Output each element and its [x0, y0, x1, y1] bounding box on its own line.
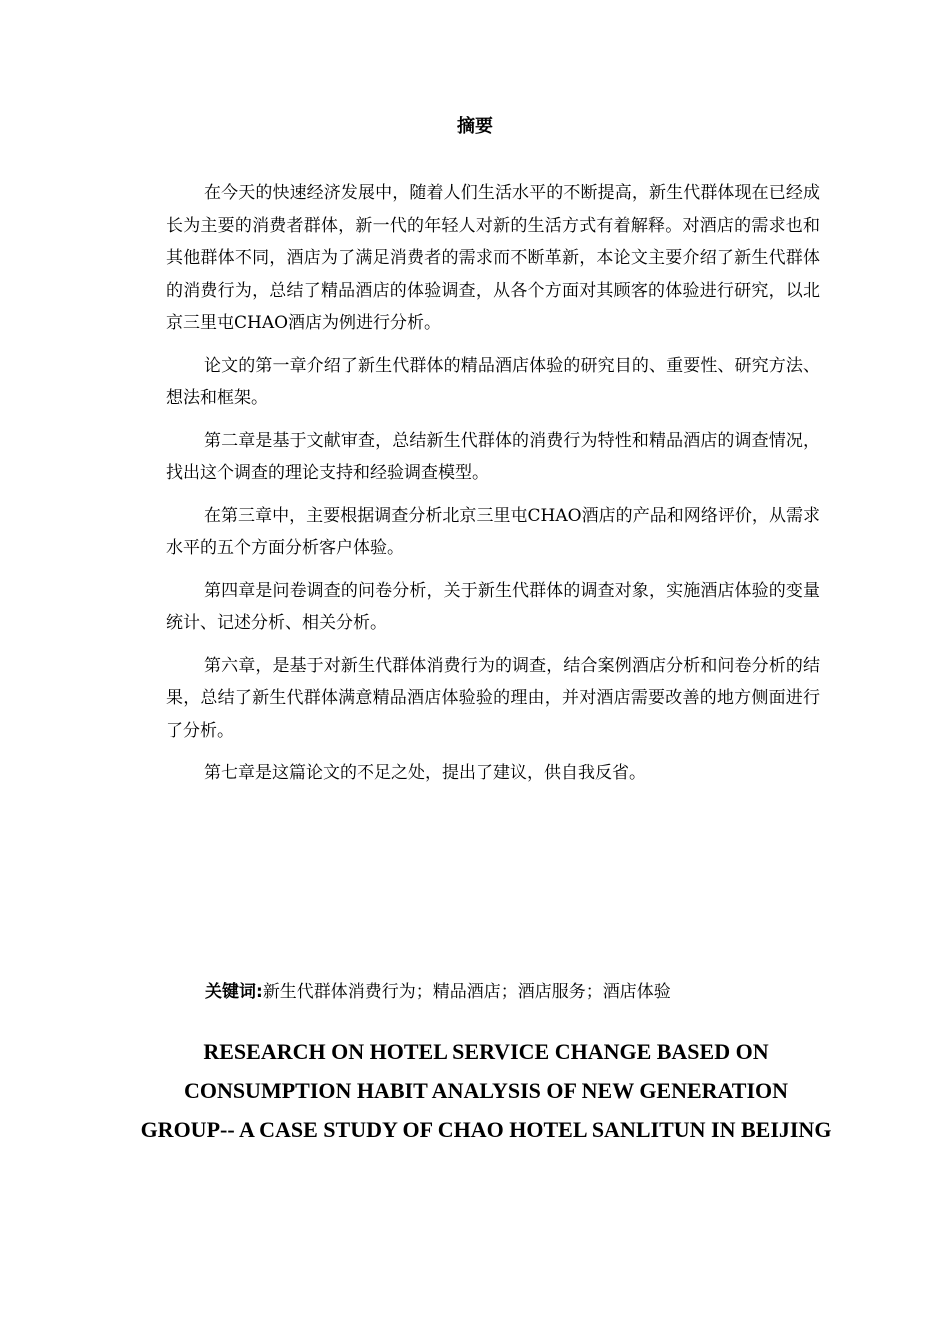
- abstract-paragraph: 在第三章中，主要根据调查分析北京三里屯CHAO酒店的产品和网络评价，从需求水平的五个方面分析客户体验。: [166, 505, 820, 558]
- abstract-body: [166, 177, 820, 800]
- abstract-title: 摘要: [457, 116, 493, 137]
- keywords-line: [205, 977, 671, 1007]
- abstract-paragraph: 第六章，是基于对新生代群体消费行为的调查，结合案例酒店分析和问卷分析的结果，总结了新生代群体满意精品酒店体验验的理由，并对酒店需要改善的地方侧面进行了分析。: [166, 655, 820, 741]
- abstract-paragraph: 第七章是这篇论文的不足之处，提出了建议，供自我反省。: [204, 763, 646, 783]
- keywords-text: 新生代群体消费行为；精品酒店；酒店服务；酒店体验: [262, 982, 671, 1002]
- keywords-label: 关键词:: [205, 982, 263, 1002]
- abstract-paragraph: 第四章是问卷调查的问卷分析，关于新生代群体的调查对象，实施酒店体验的变量统计、记述分析、相关分析。: [166, 580, 820, 633]
- abstract-paragraph: 第二章是基于文献审查，总结新生代群体的消费行为特性和精品酒店的调查情况，找出这个调查的理论支持和经验调查模型。: [166, 430, 820, 483]
- abstract-paragraph: 在今天的快速经济发展中，随着人们生活水平的不断提高，新生代群体现在已经成长为主要的消费者群体，新一代的年轻人对新的生活方式有着解释。对酒店的需求也和其他群体不同，酒店为了满足消费者的需求而不断革新，本论文主要介绍了新生代群体的消费行为，总结了精品酒店的体验调查，从各个方面对其顾客的体验进行研究，以北京三里屯CHAO酒店为例进行分析。: [166, 183, 820, 333]
- abstract-paragraph: 论文的第一章介绍了新生代群体的精品酒店体验的研究目的、重要性、研究方法、想法和框架。: [166, 355, 820, 408]
- english-title: RESEARCH ON HOTEL SERVICE CHANGE BASED ON CONSUMPTION HABIT ANALYSIS OF NEW GENERATION GROUP-- A CASE STUDY OF CHAO HOTEL SANLITUN IN BEIJING: [140, 1039, 832, 1142]
